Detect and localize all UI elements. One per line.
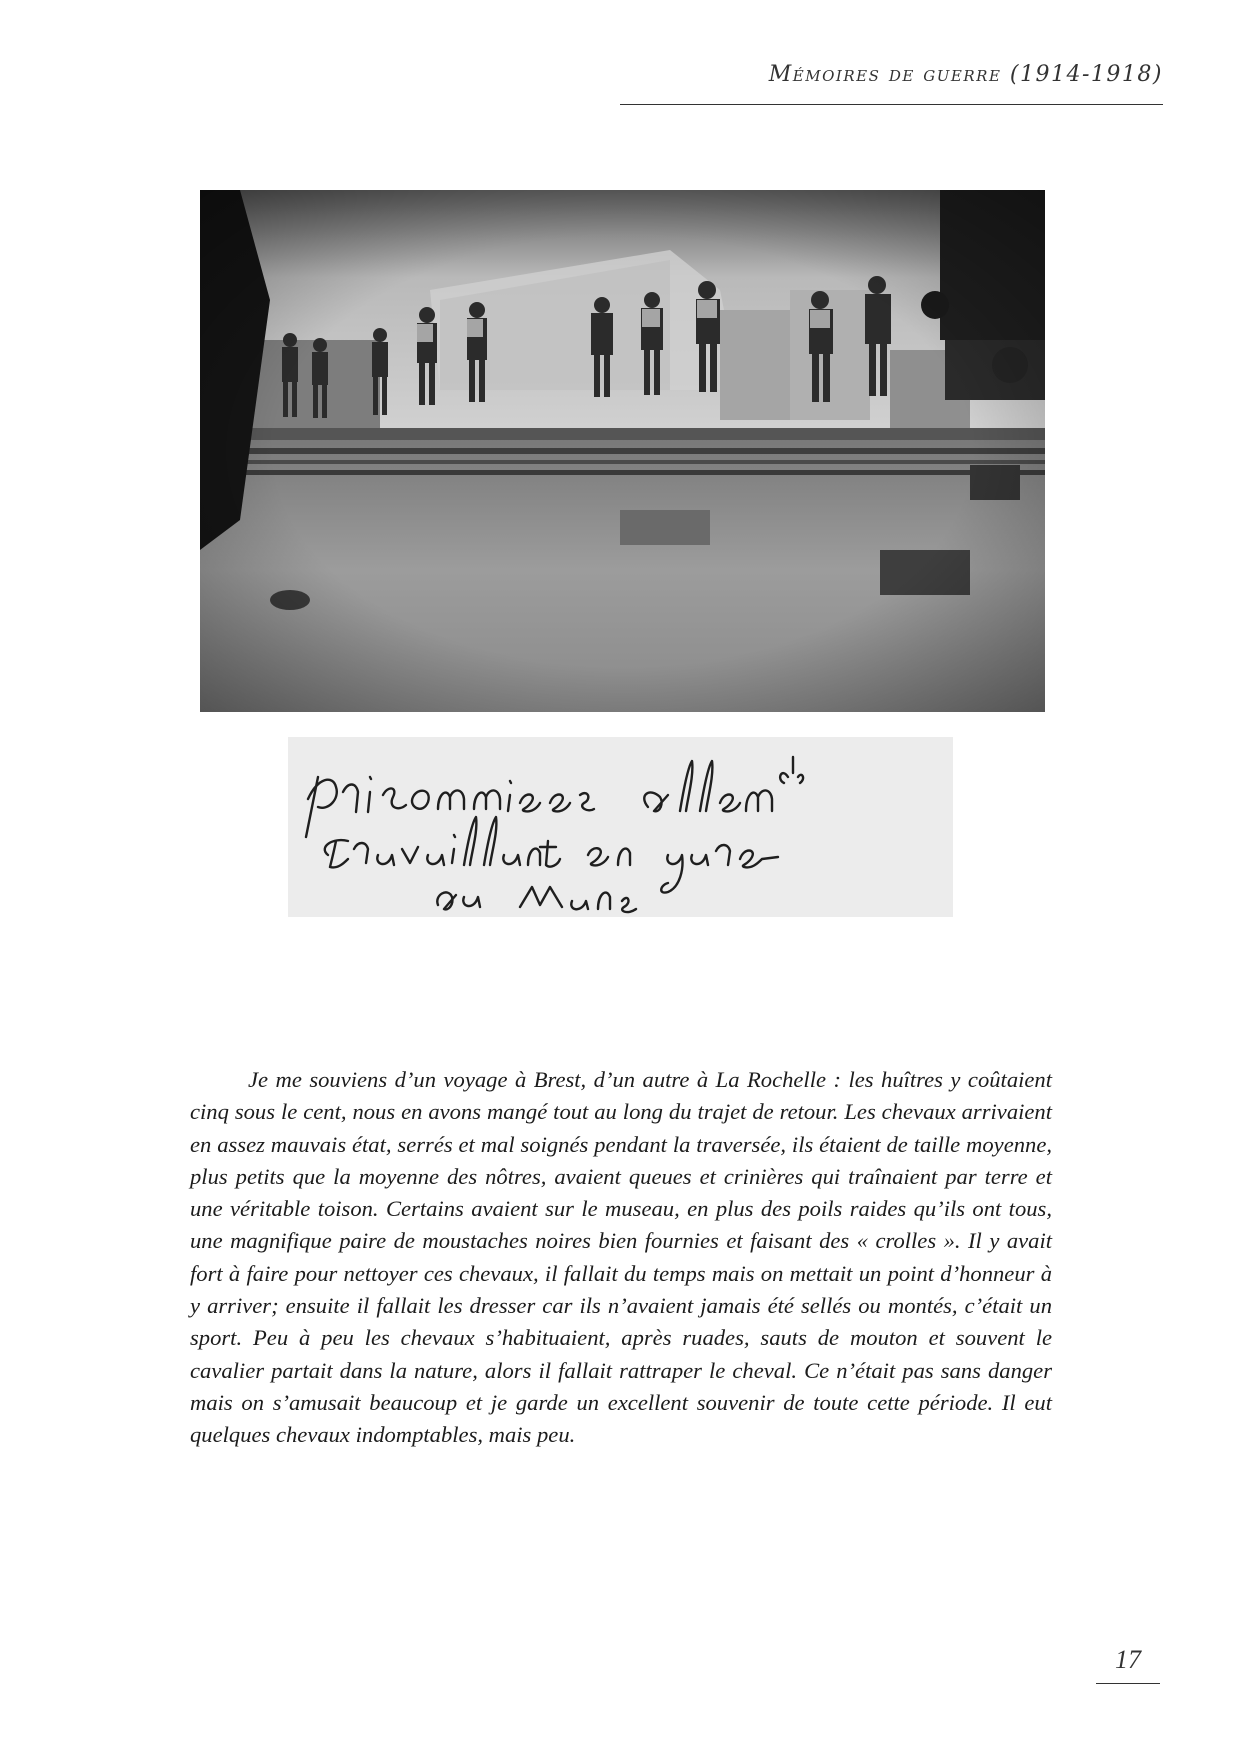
photo-illustration — [200, 190, 1045, 712]
handwriting-image — [288, 737, 953, 917]
header-rule — [620, 104, 1163, 105]
footer-rule — [1096, 1683, 1160, 1684]
page-number: 17 — [1115, 1645, 1141, 1674]
handwritten-caption — [288, 737, 953, 917]
historical-photo — [200, 190, 1045, 712]
body-paragraph: Je me souviens d’un voyage à Brest, d’un autre à La Rochelle : les huîtres y coûtaient cinq sous le cent, nous en avons mangé tout au long du trajet de retour. Les chevaux arrivaient en assez mauvais état, serrés et mal soignés pendant la traversée, ils étaient de taille moyenne, plus petits que la moyenne des nôtres, avaient queues et crinières qui traînaient par terre et une véritable toison. Certains avaient sur le museau, en plus des poils raides qu’ils ont tous, une magnifique paire de moustaches noires bien fournies et faisant des « crolles ». Il y avait fort à faire pour nettoyer ces chevaux, il fallait du temps mais on mettait un point d’honneur à y arriver; ensuite il fallait les dresser car ils n’avaient jamais été sellés ou montés, c’était un sport. Peu à peu les chevaux s’habituaient, après ruades, sauts de mouton et souvent le cavalier partait dans la nature, alors il fallait rattraper le cheval. Ce n’était pas sans danger mais on s’amusait beaucoup et je garde un excellent souvenir de toute cette période. Il eut quelques chevaux indomptables, mais peu. — [190, 1067, 1052, 1448]
running-header-title: Mémoires de guerre (1914-1918) — [768, 62, 1163, 87]
